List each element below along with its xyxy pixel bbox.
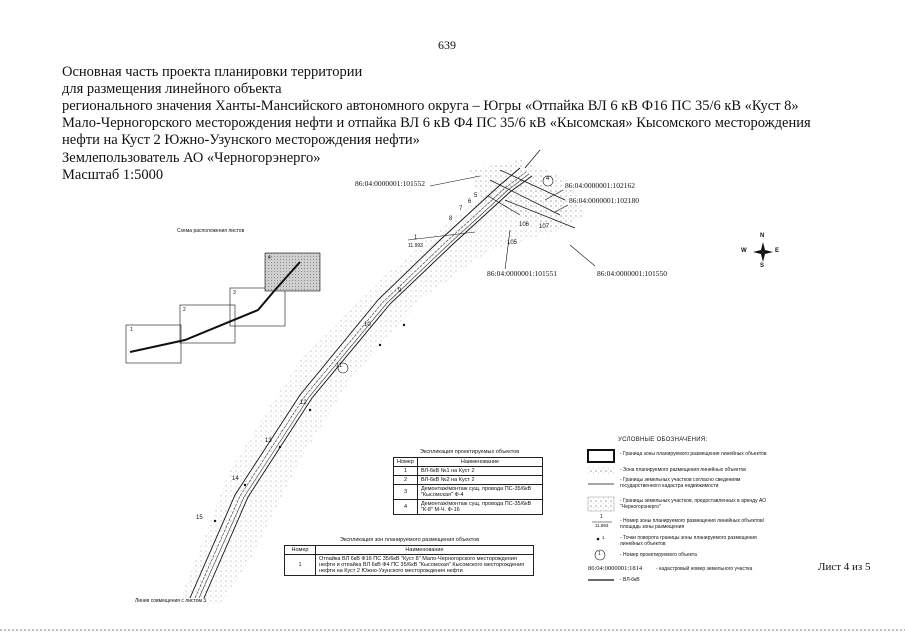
col-number: Номер xyxy=(285,546,316,555)
turn-point-label: 4 xyxy=(546,176,550,182)
objects-table-title: Экспликация проектируемых объектов xyxy=(420,449,520,455)
zones-table xyxy=(284,545,534,576)
sheet-1-frame xyxy=(126,325,181,363)
legend-sample-point: 1 xyxy=(602,535,605,540)
legend-item: - Границы земельных участков согласно сведениям государственного кадастра недвижимости xyxy=(620,477,741,489)
sheet-4-frame xyxy=(265,253,320,291)
col-number: Номер xyxy=(394,458,418,467)
turn-point-label: 12 xyxy=(300,400,307,406)
cadastral-label: 86:04:0000001:101552 xyxy=(355,179,426,188)
legend-item: - Точки поворота границы зоны планируемого размещения линейных объектов xyxy=(620,535,757,547)
title-line-5: нефти на Куст 2 Южно-Узунского месторождения нефти» xyxy=(62,132,420,148)
compass-n: N xyxy=(760,233,765,239)
cadastral-label: 86:04:0000001:101550 xyxy=(597,269,668,278)
compass-rose xyxy=(753,242,773,262)
title-line-3: регионального значения Ханты-Мансийского автономного округа – Югры «Отпайка ВЛ 6 кВ Ф16 ПС 35/6 кВ «Куст 8» xyxy=(62,98,799,114)
table-row: 4 Демонтаж/монтаж сущ. провода ПС-35/6кВ "К-8" М-Ч. Ф-16 xyxy=(394,500,543,515)
turn-point-label: 6 xyxy=(468,199,472,205)
cadastral-label: 86:04:0000001:102180 xyxy=(569,196,640,205)
sheet-number: 4 xyxy=(268,255,271,261)
land-user: Землепользователь АО «Черногорэнерго» xyxy=(62,150,321,166)
legend-item: - Границы земельных участков, предоставленных в аренду АО "Черногорэнерго" xyxy=(620,498,767,510)
turn-point-label: 107 xyxy=(539,224,550,230)
legend-item: - Номер зоны планируемого размещения линейных объектов/площадь зоны размещения xyxy=(620,518,765,530)
turn-point-label: 105 xyxy=(507,240,518,246)
legend-item: - Номер проектируемого объекта xyxy=(620,552,697,558)
turn-point-label: 5 xyxy=(474,193,478,199)
sheet-scheme xyxy=(126,253,320,363)
legend-item: - кадастровый номер земельного участка xyxy=(656,566,753,572)
sheet-2-frame xyxy=(180,305,235,343)
sheet-label: Лист 4 из 5 xyxy=(818,561,871,573)
legend-sample-object: 1 xyxy=(598,551,601,557)
sheet-number: 1 xyxy=(130,327,133,333)
compass-e: E xyxy=(775,248,780,254)
table-row: 3 Демонтаж/монтаж сущ. провода ПС-35/6кВ "Кысомская" Ф-4 xyxy=(394,485,543,500)
col-name: Наименование xyxy=(417,458,542,467)
legend-title: УСЛОВНЫЕ ОБОЗНАЧЕНИЯ: xyxy=(618,437,708,443)
turn-point-label: 106 xyxy=(519,222,530,228)
zone-code: 11.993 xyxy=(408,243,423,249)
table-row: 1 Отпайка ВЛ 6кВ Ф16 ПС 35/6кВ "Куст 8" Мало-Черногорского месторождения нефти и отпайка ВЛ 6кВ Ф4 ПС 35/6кВ "Кысомская" Кысомского месторождения нефти на Куст 2 Южно-Узунского месторождения нефти xyxy=(285,555,534,576)
legend-sample-cadastral: 86:04:0000001:1814 xyxy=(588,565,643,572)
title-line-1: Основная часть проекта планировки территории xyxy=(62,64,363,80)
sheet-number: 3 xyxy=(233,290,236,296)
legend-sample-zone-code: 11.993 xyxy=(595,523,609,528)
sheet-3-frame xyxy=(230,288,285,326)
objects-table xyxy=(393,457,543,515)
legend-item: - ВЛ-6кВ xyxy=(620,577,640,583)
page-number: 639 xyxy=(438,38,456,52)
turn-point-label: 10 xyxy=(364,322,371,328)
zone-number: 1 xyxy=(414,235,418,241)
cadastral-label: 86:04:0000001:102162 xyxy=(565,181,636,190)
turn-point-label: 9 xyxy=(398,288,402,294)
table-row: 1 ВЛ-6кВ №1 на Куст 2 xyxy=(394,467,543,476)
turn-point-label: 14 xyxy=(232,476,239,482)
title-line-2: для размещения линейного объекта xyxy=(62,81,282,97)
match-line-note: Линия совмещения с листом 3 xyxy=(135,598,207,604)
turn-point-label: 15 xyxy=(196,515,203,521)
scale: Масштаб 1:5000 xyxy=(62,167,164,183)
sheet-number: 2 xyxy=(183,307,186,313)
legend-item: - Зона планируемого размещения линейных объектов xyxy=(620,467,746,473)
table-row: 2 ВЛ-6кВ №2 на Куст 2 xyxy=(394,476,543,485)
turn-point-label: 13 xyxy=(265,438,272,444)
cadastral-label: 86:04:0000001:101551 xyxy=(487,269,558,278)
title-line-4: Мало-Черногорского месторождения нефти и отпайка ВЛ 6 кВ Ф4 ПС 35/6 кВ «Кысомская» Кысомского месторождения xyxy=(62,115,811,131)
sheet-scheme-title: Схема расположения листов xyxy=(177,228,245,234)
col-name: Наименование xyxy=(316,546,534,555)
compass-w: W xyxy=(741,248,747,254)
compass-s: S xyxy=(760,263,765,269)
turn-point-label: 7 xyxy=(459,206,463,212)
legend-sample-zone-number: 1 xyxy=(600,514,603,520)
legend-item: - Граница зоны планируемого размещения линейных объектов xyxy=(620,451,767,457)
turn-point-label: 11 xyxy=(336,363,343,369)
zones-table-title: Экспликация зон планируемого размещения объектов xyxy=(340,537,480,543)
turn-point-label: 8 xyxy=(449,216,453,222)
